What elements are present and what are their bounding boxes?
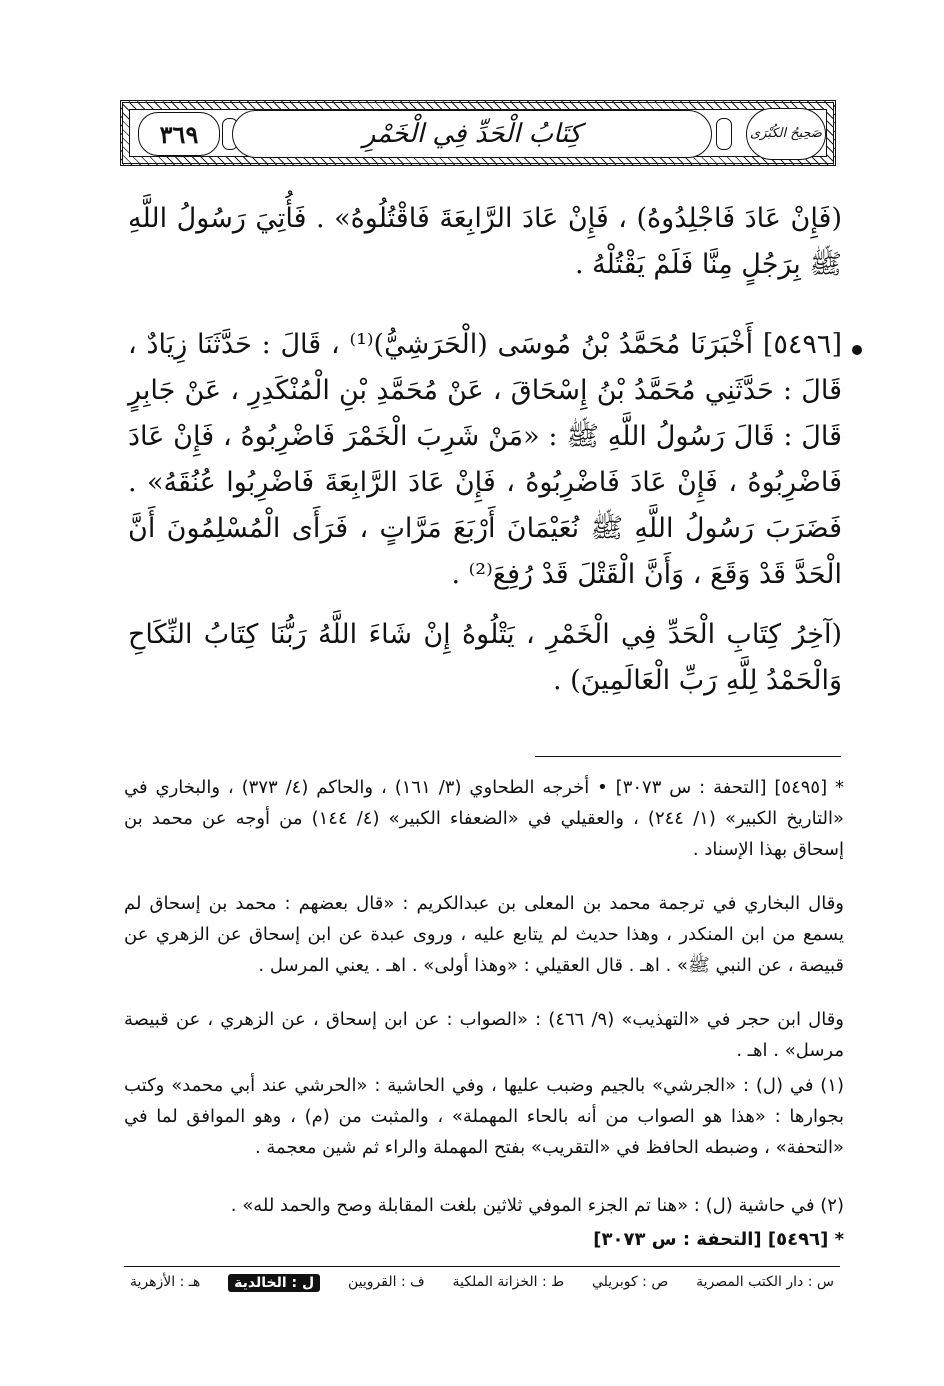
- footnote-5496: * [٥٤٩٦] [التحفة : س ٣٠٧٣]: [593, 1229, 844, 1250]
- legend-item-highlighted: ل : الخالدية: [228, 1274, 320, 1292]
- main-paragraph-1: (فَإِنْ عَادَ فَاجْلِدُوهُ) ، فَإِنْ عَادَ الرَّابِعَةَ فَاقْتُلُوهُ» . فَأُتِيَ رَسُولُ اللَّهِ ﷺ بِرَجُلٍ مِنَّا فَلَمْ يَقْتُلْهُ .: [128, 203, 842, 280]
- footnote-2: (٢) في حاشية (ل) : «هنا تم الجزء الموفي ثلاثين بلغت المقابلة وصح والحمد لله» .: [230, 1195, 844, 1216]
- chapter-title: كِتَابُ الْحَدِّ فِي الْخَمْرِ: [232, 110, 712, 158]
- manuscript-legend: [130, 1274, 834, 1292]
- footnote-bukhari: وقال البخاري في ترجمة محمد بن المعلى بن عبدالكريم : «قال بعضهم : محمد بن إسحاق لم يسمع من ابن المنكدر ، وهذا حديث لم يتابع عليه ، وروى عبدة عن ابن إسحاق عن الزهري عن قبيصة ، عن النبي ﷺ» . اهـ . قال العقيلي : «وهذا أولى» . اهـ . يعني المرسل .: [124, 893, 844, 976]
- page-number: ٣٦٩: [138, 112, 220, 156]
- main-paragraph-2: [٥٤٩٦] أَخْبَرَنَا مُحَمَّدُ بْنُ مُوسَى (الْحَرَشِيُّ)⁽¹⁾ ، قَالَ : حَدَّثَنَا زِيَادٌ ، قَالَ : حَدَّثَنِي مُحَمَّدُ بْنُ إِسْحَاقَ ، عَنْ مُحَمَّدِ بْنِ الْمُنْكَدِرِ ، عَنْ جَابِرٍ قَالَ : قَالَ رَسُولُ اللَّهِ ﷺ : «مَنْ شَرِبَ الْخَمْرَ فَاضْرِبُوهُ ، فَإِنْ عَادَ فَاضْرِبُوهُ ، فَإِنْ عَادَ فَاضْرِبُوهُ ، فَإِنْ عَادَ الرَّابِعَةَ فَاضْرِبُوا عُنُقَهُ» . فَضَرَبَ رَسُولُ اللَّهِ ﷺ نُعَيْمَانَ أَرْبَعَ مَرَّاتٍ ، فَرَأَى الْمُسْلِمُونَ أَنَّ الْحَدَّ قَدْ وَقَعَ ، وَأَنَّ الْقَتْلَ قَدْ رُفِعَ⁽²⁾ .: [128, 329, 842, 590]
- footnote-1: (١) في (ل) : «الجرشي» بالجيم وضبب عليها ، وفي الحاشية : «الحرشي عند أبي محمد» وكتب بجوارها : «هذا هو الصواب من أنه بالحاء المهملة» ، والمثبت من (م) ، وهو الموافق لما في «التحفة» ، وضبطه الحافظ في «التقريب» بفتح المهملة والراء ثم شين معجمة .: [124, 1075, 844, 1158]
- footnote-ibn-hajar: وقال ابن حجر في «التهذيب» (٩/ ٤٦٦) : «الصواب : عن ابن إسحاق ، عن الزهري ، عن قبيصة مرسل» . اهـ .: [124, 1009, 844, 1061]
- footnote-divider: [535, 756, 841, 757]
- ornament-icon: [716, 118, 732, 150]
- legend-item: ف : القرويين: [348, 1274, 425, 1290]
- footnote-5495: * [٥٤٩٥] [التحفة : س ٣٠٧٣] • أخرجه الطحاوي (٣/ ١٦١) ، والحاكم (٤/ ٣٧٣) ، والبخاري في «التاريخ الكبير» (١/ ٢٤٤) ، والعقيلي في «الضعفاء الكبير» (٤/ ١٤٤) من أوجه عن محمد بن إسحاق بهذا الإسناد .: [124, 777, 845, 860]
- bullet-dot-icon: [852, 345, 862, 355]
- footer-divider: [124, 1266, 840, 1267]
- legend-item: هـ : الأزهرية: [130, 1274, 201, 1290]
- legend-item: ط : الخزانة الملكية: [452, 1274, 565, 1290]
- legend-item: ص : كوبريلي: [591, 1274, 669, 1290]
- legend-item: س : دار الكتب المصرية: [696, 1274, 834, 1290]
- main-paragraph-3: (آخِرُ كِتَابِ الْحَدِّ فِي الْخَمْرِ ، يَتْلُوهُ إِنْ شَاءَ اللَّهُ رَبُّنَا كِتَابُ النِّكَاحِ وَالْحَمْدُ لِلَّهِ رَبِّ الْعَالَمِينَ) .: [128, 619, 842, 696]
- book-seal-logo: صَحِيحُ الكُبْرَى: [746, 108, 826, 160]
